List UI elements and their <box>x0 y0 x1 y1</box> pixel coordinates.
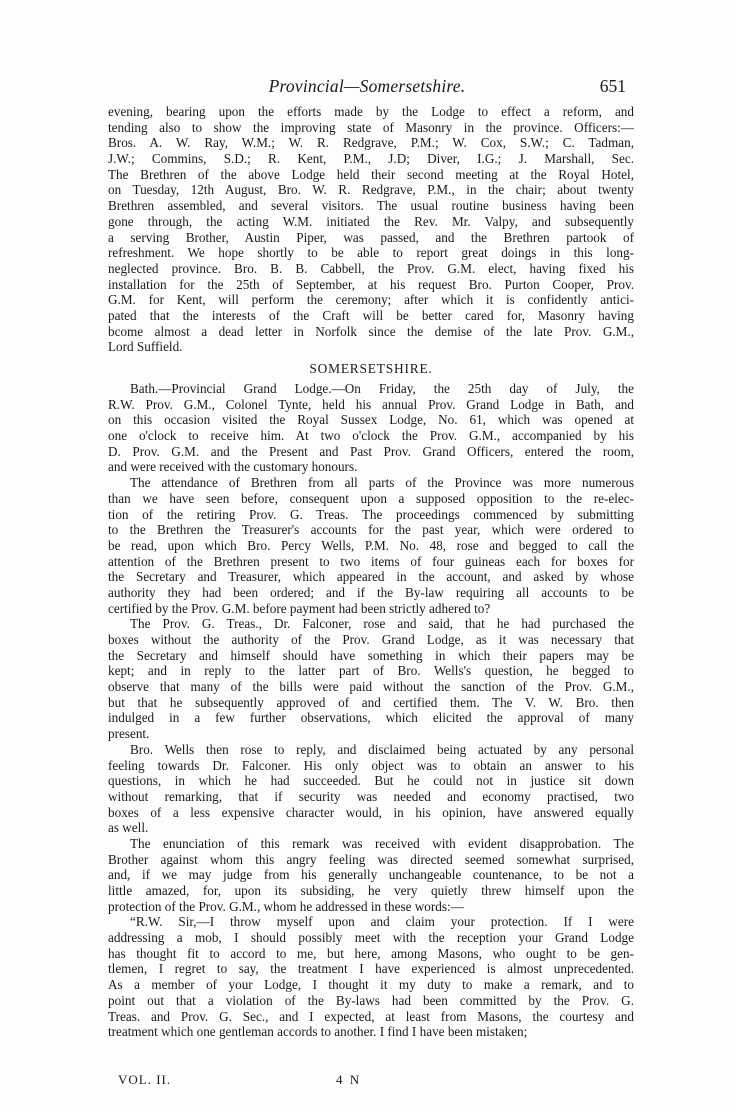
text-line: The enunciation of this remark was received with evident disapprobation. The <box>130 835 634 851</box>
text-line: Bath.—Provincial Grand Lodge.—On Friday, the 25th day of July, the <box>130 381 634 396</box>
text-line: present. <box>108 726 150 742</box>
text-line: installation for the 25th of September, at his request Bro. Purton Cooper, Prov. <box>108 276 634 292</box>
text-line: The attendance of Brethren from all parts of the Province was more numerous <box>130 475 634 491</box>
text-line: attention of the Brethren present to two items of four guineas each for boxes for <box>108 553 634 569</box>
paragraph <box>108 914 634 1040</box>
paragraph <box>108 381 634 475</box>
text-line: boxes without the authority of the Prov. Grand Lodge, as it was necessary that <box>108 632 634 647</box>
text-line: evening, bearing upon the efforts made by the Lodge to effect a reform, and <box>108 104 634 119</box>
text-line: D. Prov. G.M. and the Present and Past Prov. Grand Officers, entered the room, <box>108 443 634 459</box>
text-line: The Prov. G. Treas., Dr. Falconer, rose and said, that he had purchased the <box>130 616 634 632</box>
section-heading: SOMERSETSHIRE. <box>309 361 433 376</box>
text-line: G.M. for Kent, will perform the ceremony; after which it is confidently antici- <box>108 292 634 308</box>
text-line: Brethren assembled, and several visitors. The usual routine business having been <box>108 198 634 214</box>
paragraph <box>108 475 634 616</box>
paragraph <box>108 742 634 836</box>
text-line: as well. <box>108 820 149 836</box>
text-line: feeling towards Dr. Falconer. His only object was to obtain an answer to his <box>108 757 634 773</box>
page-footer <box>118 1072 418 1090</box>
text-line: indulged in a few further observations, which elicited the approval of many <box>108 710 634 726</box>
text-line: point out that a violation of the By-laws had been committed by the Prov. G. <box>108 992 634 1008</box>
text-line: the Secretary and Treasurer, which appeared in the account, and asked by whose <box>108 569 634 585</box>
paragraph <box>108 616 634 742</box>
text-line: J.W.; Commins, S.D.; R. Kent, P.M., J.D; Diver, I.G.; J. Marshall, Sec. <box>108 151 634 167</box>
text-line: and were received with the customary honours. <box>108 459 358 475</box>
text-line: certified by the Prov. G.M. before payment had been strictly adhered to? <box>108 600 491 616</box>
text-line: “R.W. Sir,—I throw myself upon and claim your protection. If I were <box>130 914 634 930</box>
text-line: pated that the interests of the Craft will be better cared for, Masonry having <box>108 307 634 323</box>
text-line: Bros. A. W. Ray, W.M.; W. R. Redgrave, P.M.; W. Cox, S.W.; C. Tadman, <box>108 135 634 151</box>
text-line: on Tuesday, 12th August, Bro. W. R. Redgrave, P.M., in the chair; about twenty <box>108 182 634 198</box>
text-line: R.W. Prov. G.M., Colonel Tynte, held his annual Prov. Grand Lodge in Bath, and <box>108 396 634 412</box>
signature-mark: 4 N <box>336 1072 362 1087</box>
running-title: Provincial—Somersetshire. <box>268 76 466 96</box>
text-line: Lord Suffield. <box>108 339 183 355</box>
text-line: gone through, the acting W.M. initiated the Rev. Mr. Valpy, and subsequently <box>108 213 634 229</box>
paragraph <box>108 836 634 914</box>
text-line: than we have seen before, consequent upon a supposed opposition to the re-elec- <box>108 490 634 506</box>
volume-label: VOL. II. <box>118 1072 172 1087</box>
text-line: the Secretary and himself should have something in which their papers may be <box>108 647 634 663</box>
text-line: addressing a mob, I should possibly meet with the reception your Grand Lodge <box>108 930 634 946</box>
text-line: tion of the retiring Prov. G. Treas. The proceedings commenced by submitting <box>108 506 634 522</box>
text-line: has thought fit to accord to me, but here, among Masons, who ought to be gen- <box>108 945 634 961</box>
text-line: authority they had been ordered; and if the By-law requiring all accounts to be <box>108 584 634 600</box>
text-line: to the Brethren the Treasurer's accounts for the past year, which were ordered to <box>108 522 634 538</box>
text-line: boxes of a less expensive character would, in his opinion, have answered equally <box>108 804 634 820</box>
text-line: As a member of your Lodge, I thought it my duty to make a remark, and to <box>108 977 634 993</box>
text-line: little amazed, for, upon its subsiding, he very quietly threw himself upon the <box>108 883 634 898</box>
text-line: kept; and in reply to the latter part of Bro. Wells's question, he begged to <box>108 663 634 679</box>
text-line: tlemen, I regret to say, the treatment I have experienced is almost unprecedented. <box>108 961 634 977</box>
paragraph <box>108 104 634 355</box>
text-line: questions, in which he had succeeded. But he could not in justice sit down <box>108 773 634 789</box>
text-line: one o'clock to receive him. At two o'clock the Prov. G.M., accompanied by his <box>108 428 634 444</box>
text-line: a serving Brother, Austin Piper, was passed, and the Brethren partook of <box>108 229 634 245</box>
text-line: refreshment. We hope shortly to be able to report great doings in this long- <box>108 245 634 261</box>
text-line: and, if we may judge from his generally unchangeable countenance, to be not a <box>108 867 634 883</box>
text-line: tending also to show the improving state of Masonry in the province. Officers:— <box>108 119 634 135</box>
text-line: Treas. and Prov. G. Sec., and I expected, at least from Masons, the courtesy and <box>108 1008 634 1024</box>
text-line: observe that many of the bills were paid without the sanction of the Prov. G.M., <box>108 679 634 695</box>
text-line: The Brethren of the above Lodge held their second meeting at the Royal Hotel, <box>108 166 634 182</box>
page-number: 651 <box>599 76 626 96</box>
text-line: treatment which one gentleman accords to another. I find I have been mistaken; <box>108 1024 528 1040</box>
text-line: Brother against whom this angry feeling was directed seemed somewhat surprised, <box>108 851 634 867</box>
text-line: be read, upon which Bro. Percy Wells, P.M. No. 48, rose and begged to call the <box>108 537 634 553</box>
text-line: without remarking, that if security was needed and economy practised, two <box>108 788 634 804</box>
text-line: protection of the Prov. G.M., whom he addressed in these words:— <box>108 898 464 914</box>
text-line: Bro. Wells then rose to reply, and disclaimed being actuated by any personal <box>130 741 634 757</box>
article-body <box>108 104 634 1040</box>
text-line: but that he subsequently approved of and certified them. The V. W. Bro. then <box>108 694 634 710</box>
text-line: neglected province. Bro. B. B. Cabbell, the Prov. G.M. elect, having fixed his <box>108 260 634 276</box>
page-header <box>108 76 626 102</box>
text-line: on this occasion visited the Royal Sussex Lodge, No. 61, which was opened at <box>108 412 634 428</box>
text-line: bcome almost a dead letter in Norfolk since the demise of the late Prov. G.M., <box>108 323 634 339</box>
